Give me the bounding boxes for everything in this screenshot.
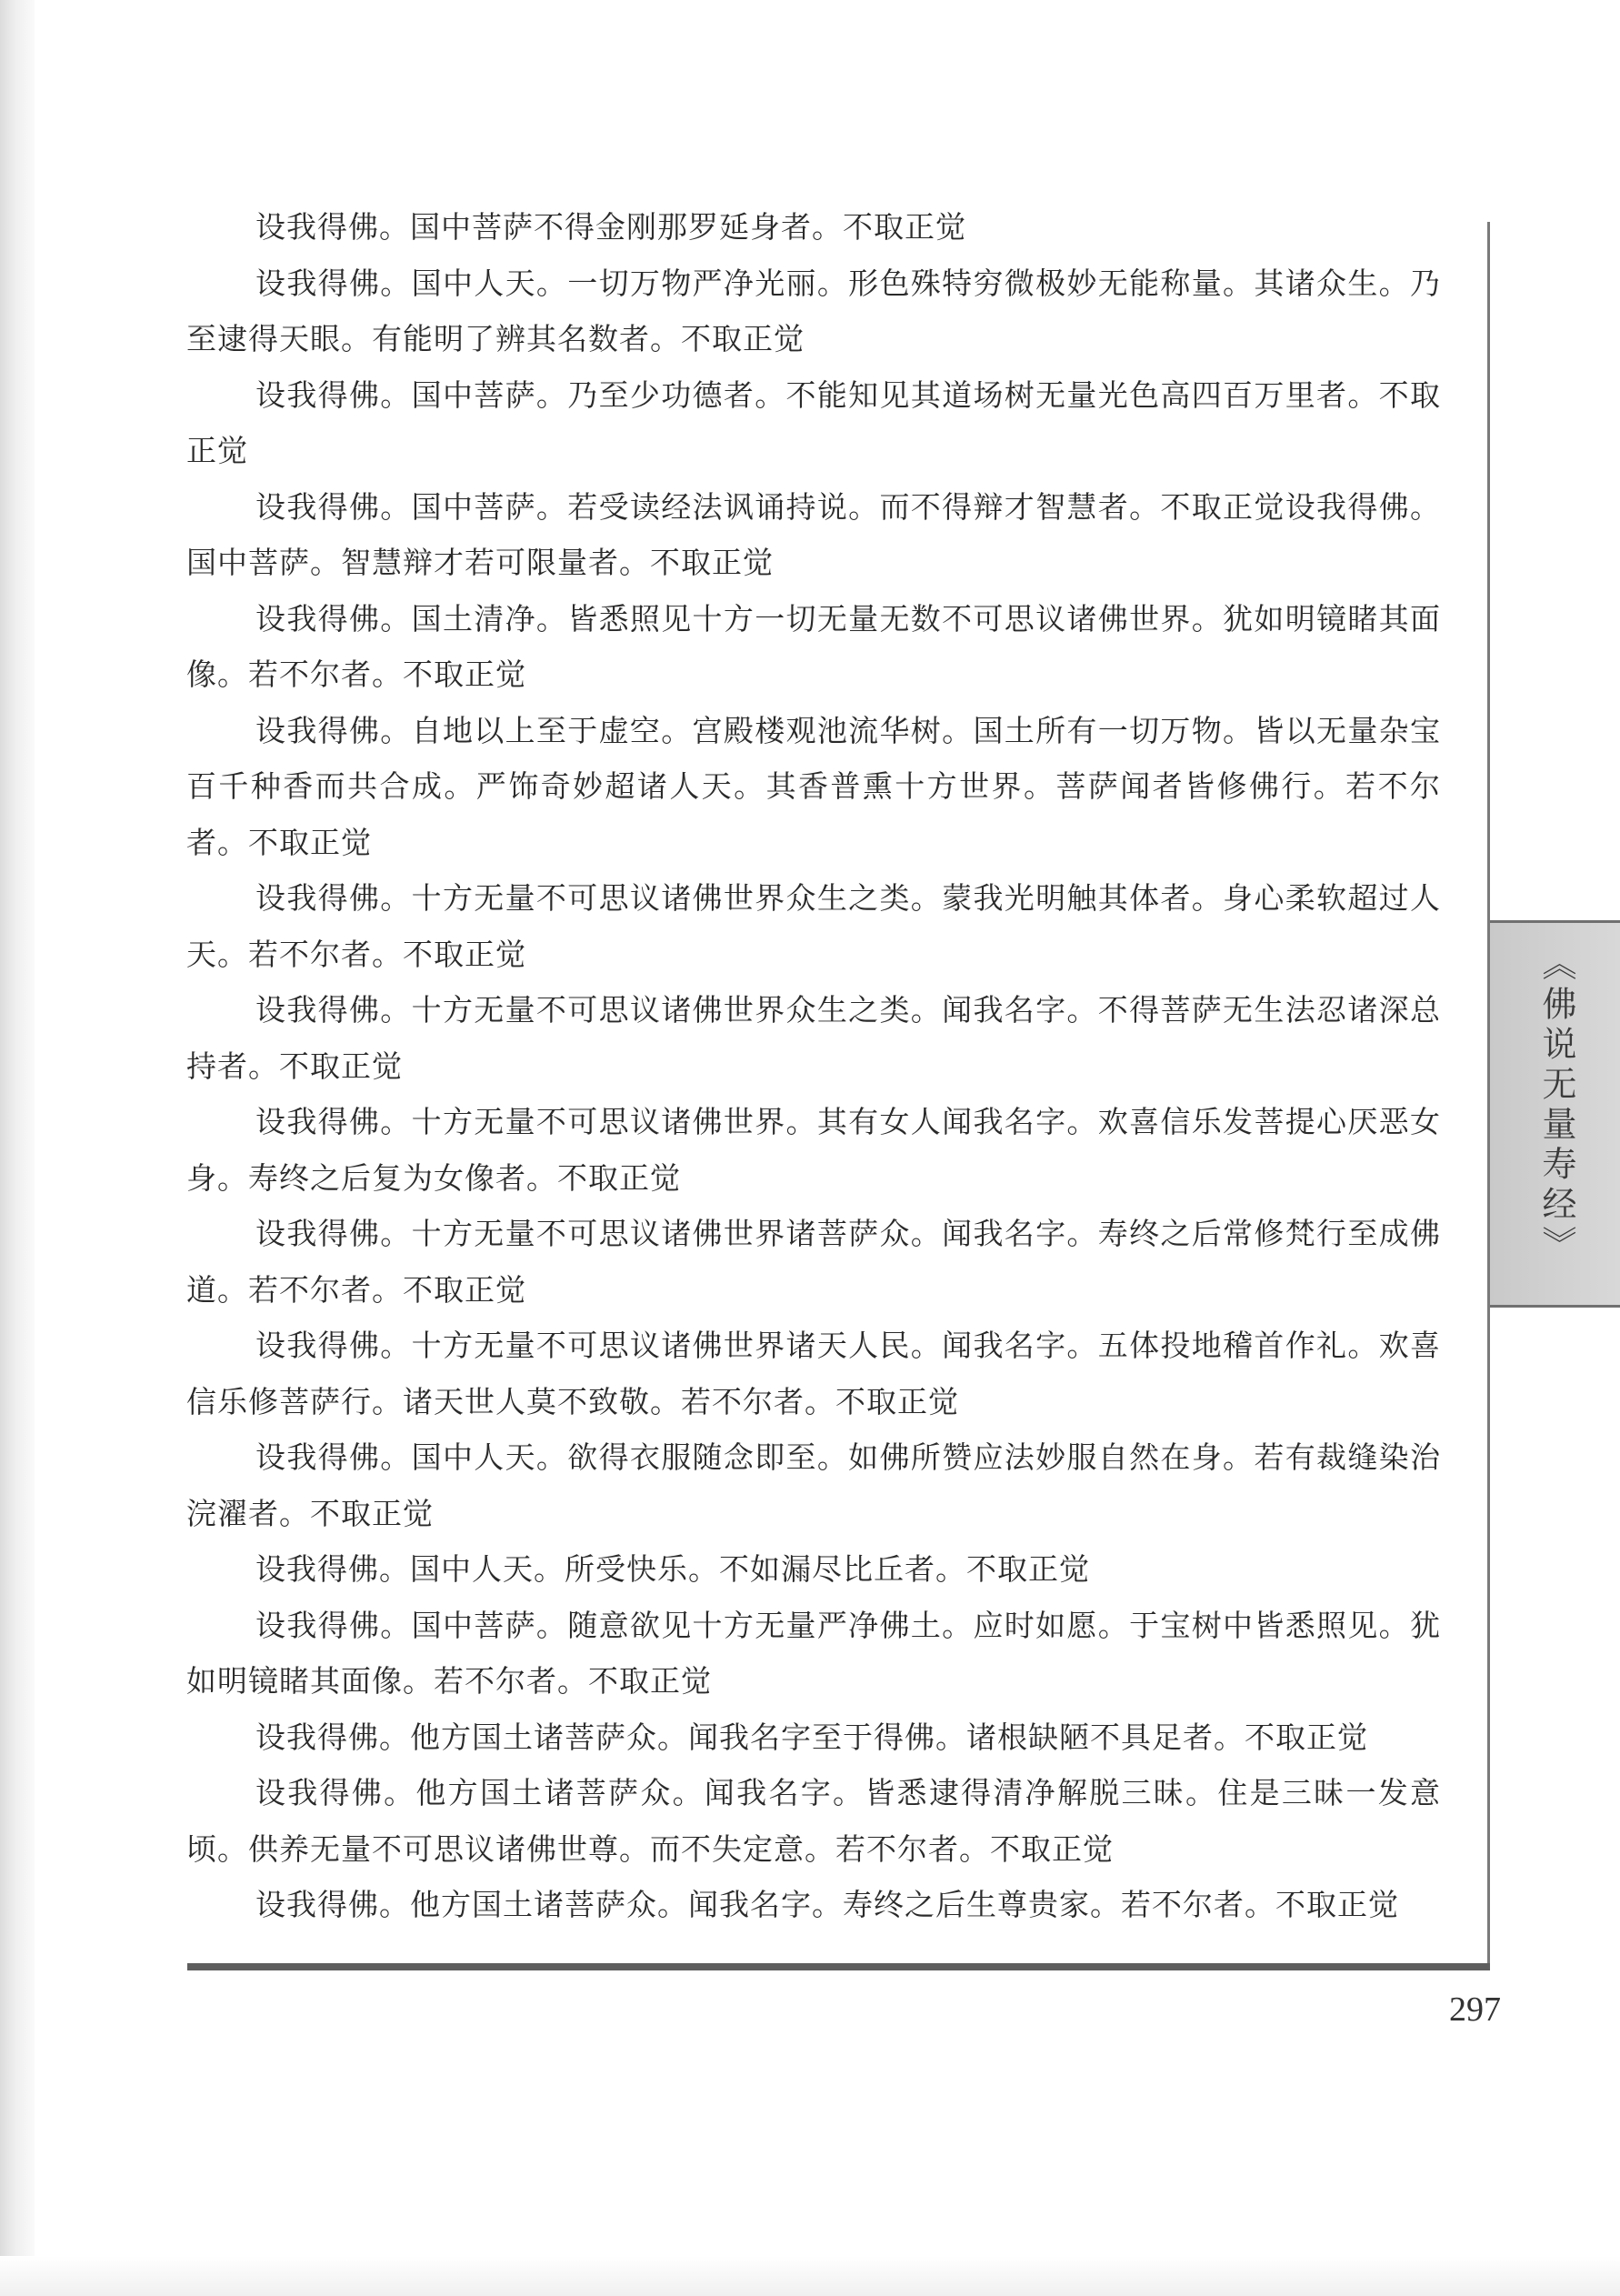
paragraph: 设我得佛。十方无量不可思议诸佛世界众生之类。蒙我光明触其体者。身心柔软超过人天。若不尔者。不取正觉 xyxy=(186,880,1441,972)
paragraph: 设我得佛。国中人天。欲得衣服随念即至。如佛所赞应法妙服自然在身。若有裁缝染治浣濯者。不取正觉 xyxy=(186,1439,1441,1531)
paragraph: 设我得佛。国中人天。一切万物严净光丽。形色殊特穷微极妙无能称量。其诸众生。乃至逮得天眼。有能明了辨其名数者。不取正觉 xyxy=(186,265,1441,356)
paragraph: 设我得佛。十方无量不可思议诸佛世界。其有女人闻我名字。欢喜信乐发菩提心厌恶女身。寿终之后复为女像者。不取正觉 xyxy=(186,1104,1441,1196)
scan-shadow-left xyxy=(0,0,35,2296)
paragraph: 设我得佛。十方无量不可思议诸佛世界诸菩萨众。闻我名字。寿终之后常修梵行至成佛道。若不尔者。不取正觉 xyxy=(186,1216,1441,1308)
paragraph: 设我得佛。国中菩萨。随意欲见十方无量严净佛土。应时如愿。于宝树中皆悉照见。犹如明镜睹其面像。若不尔者。不取正觉 xyxy=(186,1607,1441,1699)
paragraph: 设我得佛。十方无量不可思议诸佛世界诸天人民。闻我名字。五体投地稽首作礼。欢喜信乐修菩萨行。诸天世人莫不致敬。若不尔者。不取正觉 xyxy=(186,1328,1441,1419)
text-body xyxy=(186,199,1441,1933)
page-number: 297 xyxy=(1449,1990,1501,2029)
paragraph: 设我得佛。国中人天。所受快乐。不如漏尽比丘者。不取正觉 xyxy=(255,1551,1090,1587)
paragraph: 设我得佛。国中菩萨不得金刚那罗延身者。不取正觉 xyxy=(255,209,966,245)
paragraph: 设我得佛。自地以上至于虚空。宫殿楼观池流华树。国土所有一切万物。皆以无量杂宝百千种香而共合成。严饰奇妙超诸人天。其香普熏十方世界。菩萨闻者皆修佛行。若不尔者。不取正觉 xyxy=(186,712,1441,860)
paragraph: 设我得佛。他方国土诸菩萨众。闻我名字至于得佛。诸根缺陋不具足者。不取正觉 xyxy=(255,1719,1368,1755)
paragraph: 设我得佛。十方无量不可思议诸佛世界众生之类。闻我名字。不得菩萨无生法忍诸深总持者。不取正觉 xyxy=(186,992,1441,1084)
paragraph: 设我得佛。国土清净。皆悉照见十方一切无量无数不可思议诸佛世界。犹如明镜睹其面像。若不尔者。不取正觉 xyxy=(186,600,1441,692)
frame-bottom-rule xyxy=(187,1963,1490,1970)
paragraph: 设我得佛。国中菩萨。若受读经法讽诵持说。而不得辩才智慧者。不取正觉设我得佛。国中菩萨。智慧辩才若可限量者。不取正觉 xyxy=(186,488,1441,580)
scan-shadow-bottom xyxy=(0,2256,1620,2296)
paragraph: 设我得佛。他方国土诸菩萨众。闻我名字。皆悉逮得清净解脱三昧。住是三昧一发意顷。供养无量不可思议诸佛世尊。而不失定意。若不尔者。不取正觉 xyxy=(186,1775,1441,1867)
paragraph: 设我得佛。国中菩萨。乃至少功德者。不能知见其道场树无量光色高四百万里者。不取正觉 xyxy=(186,376,1441,468)
side-tab-title: 《佛说无量寿经》 xyxy=(1536,946,1576,1266)
paragraph: 设我得佛。他方国土诸菩萨众。闻我名字。寿终之后生尊贵家。若不尔者。不取正觉 xyxy=(255,1887,1399,1922)
